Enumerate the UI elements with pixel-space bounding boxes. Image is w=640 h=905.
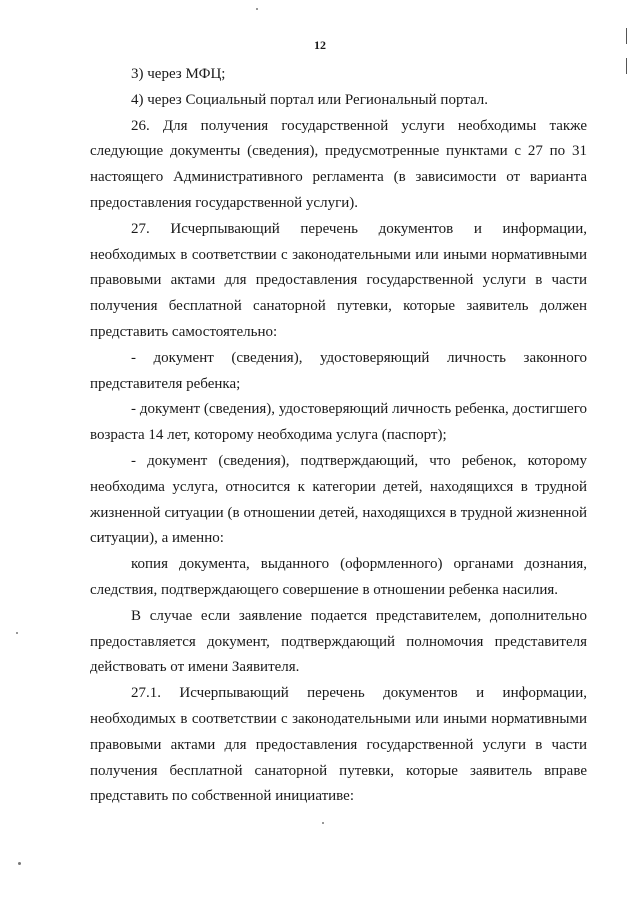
page-number: 12 bbox=[314, 38, 326, 52]
scan-edge-mark bbox=[626, 28, 627, 44]
representative-authority-note: В случае если заявление подается представителем, дополнительно предоставляется документ, подтверждающий полномочия представителя действовать от имени Заявителя. bbox=[90, 607, 587, 676]
paragraph-26: 26. Для получения государственной услуги необходимы также следующие документы (сведения), предусмотренные пунктами с 27 по 31 настоящего Административного регламента (в зависимости от варианта предоставления государственной услуги). bbox=[90, 117, 587, 211]
bullet-representative-id: - документ (сведения), удостоверяющий личность законного представителя ребенка; bbox=[90, 349, 587, 392]
paragraph-27: 27. Исчерпывающий перечень документов и информации, необходимых в соответствии с законодательными или иными нормативными правовыми актами для предоставления государственной услуги в части получения бесплатной санаторной путевки, которые заявитель должен представить самостоятельно: bbox=[90, 220, 587, 340]
violence-document-copy: копия документа, выданного (оформленного) органами дознания, следствия, подтверждающего совершение в отношении ребенка насилия. bbox=[90, 556, 587, 598]
scan-speck bbox=[256, 8, 258, 10]
bullet-child-id: - документ (сведения), удостоверяющий личность ребенка, достигшего возраста 14 лет, которому необходима услуга (паспорт); bbox=[90, 401, 587, 444]
list-item-mfc: 3) через МФЦ; bbox=[131, 66, 226, 82]
list-item-portal: 4) через Социальный портал или Региональный портал. bbox=[131, 91, 489, 108]
paragraph-27-1: 27.1. Исчерпывающий перечень документов и информации, необходимых в соответствии с законодательными или иными нормативными правовыми актами для предоставления государственной услуги в части получения бесплатной санаторной путевки, которые заявитель вправе представить по собственной инициативе: bbox=[90, 685, 587, 805]
scan-speck bbox=[16, 632, 18, 634]
scan-edge-mark bbox=[626, 58, 627, 74]
document-body bbox=[90, 62, 587, 810]
scan-speck bbox=[18, 862, 21, 865]
scan-speck bbox=[322, 822, 324, 824]
bullet-difficult-situation: - документ (сведения), подтверждающий, что ребенок, которому необходима услуга, относится к категории детей, находящихся в трудной жизненной ситуации (в отношении детей, находящихся в трудной жизненной ситуации), а именно: bbox=[90, 452, 587, 547]
